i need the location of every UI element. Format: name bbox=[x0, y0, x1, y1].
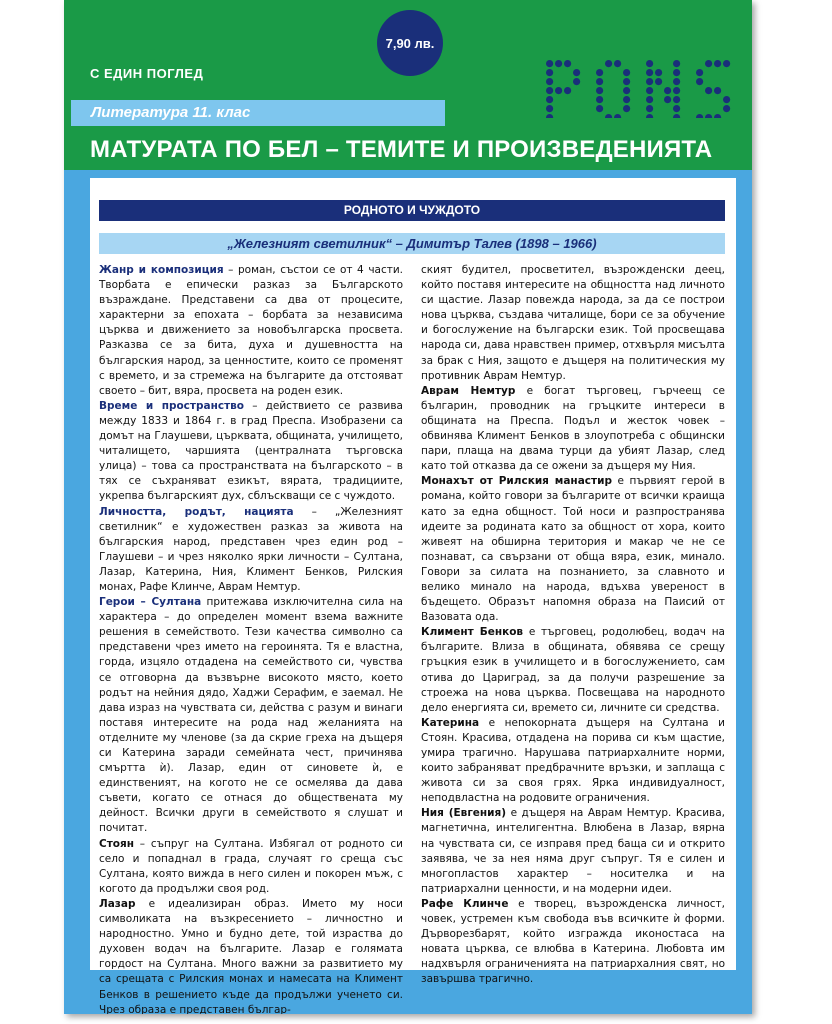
paragraph-text: ският будител, просветител, възрожденски деец, който поставя интересите на общността над личното си щастие. Лазар повежда народа, за да се построи нова църква, създава читалище, бори се за обучение и богослужение на български език. Той просвещава народа си, дава нравствен пример, отхвърля мисълта за брак с Ния, защото е дъщеря на политическия му противник Аврам Немтур. bbox=[421, 264, 725, 382]
logo-dot bbox=[546, 105, 553, 112]
paragraph bbox=[421, 384, 725, 475]
paragraph bbox=[99, 897, 403, 1014]
paragraph bbox=[99, 837, 403, 897]
paragraph bbox=[99, 263, 403, 399]
paragraph-text: е идеализиран образ. Името му носи символиката на възкресението – личностно и народностно. Умно и будно дете, той израства до духовен водач на българите. Лазар е голямата гордост на Султана. Много важни за развитието му са срещата с Рилския монах и намесата на Климент Бенков в решението къде да продължи ученето си. Чрез образа е представен българ- bbox=[99, 897, 403, 1014]
price-label: 7,90 лв. bbox=[385, 35, 435, 51]
paragraph-text: – „Железният светилник“ е художествен разказ за живота на българския народ, представен чрез един род – Глаушеви – и чрез няколко ярки личности – Султана, Лазар, Катерина, Ния, Климент Бенков, Рилския монах, Рафе Клинче, Аврам Немтур. bbox=[99, 505, 403, 593]
logo-dot bbox=[646, 87, 653, 94]
logo-dot bbox=[596, 87, 603, 94]
pons-logo bbox=[542, 56, 742, 118]
logo-dot bbox=[696, 114, 703, 118]
logo-dot bbox=[546, 114, 553, 118]
logo-dot bbox=[546, 78, 553, 85]
paragraph bbox=[421, 474, 725, 625]
paragraph bbox=[99, 505, 403, 596]
paragraph-term: Герои – Султана bbox=[99, 596, 202, 609]
section-heading: РОДНОТО И ЧУЖДОТО bbox=[99, 200, 725, 221]
logo-dot bbox=[646, 96, 653, 103]
paragraph-text: – съпруг на Султана. Избягал от родното си село и попаднал в града, случаят го среща със Султана, която вижда в него силен и покорен мъж, с когото да продължи своя род. bbox=[99, 837, 403, 895]
paragraph-term: Жанр и композиция bbox=[99, 264, 224, 276]
subject-label: Литература 11. клас bbox=[91, 104, 251, 121]
logo-dot bbox=[623, 69, 630, 76]
paragraph-term: Лазар bbox=[99, 897, 136, 910]
logo-dot bbox=[655, 69, 662, 76]
logo-dot bbox=[664, 87, 671, 94]
logo-dot bbox=[596, 105, 603, 112]
logo-dot bbox=[705, 114, 712, 118]
paragraph bbox=[421, 806, 725, 897]
paragraph-text: – действието се развива между 1833 и 1864 г. в град Преспа. Изобразени са домът на Глаушеви, църквата, общината, училището, читалището, чаршията (централната търговска улица) – това са пространствата на българското – в тях се съхраняват езикът, вярата, традициите, укрепва българският дух, сблъскващи се с чуждото. bbox=[99, 399, 403, 503]
paragraph-term: Рафе Клинче bbox=[421, 897, 509, 910]
logo-dot bbox=[646, 69, 653, 76]
subject-band bbox=[71, 100, 445, 126]
logo-dot bbox=[596, 96, 603, 103]
paragraph bbox=[421, 897, 725, 988]
paragraph bbox=[99, 595, 403, 837]
logo-dot bbox=[623, 105, 630, 112]
paragraph-term: Климент Бенков bbox=[421, 626, 524, 639]
paragraph bbox=[421, 263, 725, 384]
paragraph-term: Ния (Евгения) bbox=[421, 807, 507, 820]
paragraph-text: е богат търговец, гърчеещ се българин, проводник на гръцките интереси в общината на Преспа. Подъл и жесток човек – обвинява Климент Бенков в злоупотреба с общински пари, плаща на двама турци да убият Лазар, след като той отказва да се ожени за дъщеря му Ния. bbox=[421, 384, 725, 473]
logo-dot bbox=[623, 87, 630, 94]
logo-dot bbox=[623, 78, 630, 85]
logo-dot bbox=[555, 87, 562, 94]
logo-dot bbox=[655, 78, 662, 85]
logo-dot bbox=[673, 60, 680, 67]
paragraph-term: Време и пространство bbox=[99, 399, 245, 412]
paragraph-text: – роман, състои се от 4 части. Творбата е епически разказ за Българското възраждане. Представени са два от процесите, характерни за епохата – борбата за независима църква и движението за новобългарска просвета. Разказва се за бита, духа и душевността на българския народ, за ценностите, които се променят с времето, и за стремежа на българите да отстояват своето – бит, вяра, просвета на роден език. bbox=[99, 264, 404, 397]
logo-dot bbox=[605, 114, 612, 118]
logo-dot bbox=[723, 96, 730, 103]
paragraph-text: притежава изключителна сила на характера – до определен момент взема важните решения в семейството. Тези качества символно са представени чрез името на героинята. Тя е властна, горда, изцяло отдадена на семейството си, чувства се отговорна да възвърне високото място, което родът на нейния дядо, Хаджи Серафим, е заемал. Не дава израз на чувствата си, действа с разум и винаги поставя интересите на рода над желанията на отделните му членове (за да скрие греха на дъщеря си Катерина заради семейната чест, причинява смъртта ѝ). Лазар, един от синовете ѝ, е единственият, на когото не се осмелява да дава съвети, когато се отнася до обществената му дейност. Всички други в семейството я слушат и почитат. bbox=[99, 596, 403, 835]
logo-dot bbox=[714, 114, 721, 118]
logo-dot bbox=[573, 78, 580, 85]
logo-dot bbox=[596, 78, 603, 85]
logo-dot bbox=[646, 114, 653, 118]
paragraph-text: е непокорната дъщеря на Султана и Стоян. Красива, отдадена на порива си към щастие, умира трагично. Нарушава патриархалните норми, които забраняват предбрачните връзки, и заплаща с живота си за своя грях. Ярка индивидуалност, неподвластна на родовите ограничения. bbox=[421, 716, 725, 805]
logo-dot bbox=[646, 105, 653, 112]
paragraph bbox=[99, 399, 403, 505]
work-title: „Железният светилник“ – Димитър Талев (1898 – 1966) bbox=[99, 233, 725, 254]
logo-dot bbox=[696, 69, 703, 76]
logo-dot bbox=[673, 105, 680, 112]
logo-dot bbox=[573, 69, 580, 76]
price-badge bbox=[377, 10, 443, 76]
logo-dot bbox=[623, 96, 630, 103]
paragraph-text: е творец, възрожденска личност, човек, устремен към свобода във всичките ѝ форми. Дърворезбарят, който изгражда иконостаса на новата църква, се влюбва в Катерина. Любовта им надхвърля ограниченията на патриархалния свят, но завършва трагично. bbox=[421, 897, 725, 986]
paragraph-term: Монахът от Рилския манастир bbox=[421, 475, 612, 488]
logo-dot bbox=[555, 60, 562, 67]
paragraph-term: Аврам Немтур bbox=[421, 384, 516, 397]
logo-dot bbox=[605, 60, 612, 67]
logo-dot bbox=[664, 96, 671, 103]
main-title: МАТУРАТА ПО БЕЛ – ТЕМИТЕ И ПРОИЗВЕДЕНИЯТА bbox=[90, 136, 713, 163]
paragraph-term: Личността, родът, нацията bbox=[99, 505, 294, 518]
paragraph-text: е дъщеря на Аврам Немтур. Красива, магнетична, интелигентна. Влюбена в Лазар, вярна на чувствата си, се изправя пред баща си и открито заявява, че за нея няма друг съпруг. Тя е силен и многопластов характер – носителка и на патриархални ценности, и на модерни идеи. bbox=[421, 807, 725, 895]
logo-dot bbox=[673, 69, 680, 76]
logo-dot bbox=[564, 87, 571, 94]
logo-dot bbox=[546, 60, 553, 67]
logo-dot bbox=[673, 96, 680, 103]
logo-dot bbox=[705, 87, 712, 94]
left-column bbox=[99, 263, 403, 1014]
logo-dot bbox=[646, 78, 653, 85]
logo-dot bbox=[564, 60, 571, 67]
logo-dot bbox=[714, 60, 721, 67]
content-panel bbox=[90, 178, 736, 1014]
logo-dot bbox=[546, 69, 553, 76]
logo-dot bbox=[646, 60, 653, 67]
logo-dot bbox=[673, 87, 680, 94]
logo-dot bbox=[723, 60, 730, 67]
logo-dot bbox=[614, 60, 621, 67]
logo-dot bbox=[596, 69, 603, 76]
logo-dot bbox=[705, 60, 712, 67]
logo-dot bbox=[546, 96, 553, 103]
book-cover bbox=[64, 0, 752, 1014]
tagline: С ЕДИН ПОГЛЕД bbox=[90, 66, 204, 81]
logo-dot bbox=[714, 87, 721, 94]
logo-dot bbox=[673, 114, 680, 118]
logo-dot bbox=[723, 105, 730, 112]
logo-dot bbox=[546, 87, 553, 94]
right-column bbox=[421, 263, 725, 988]
logo-dot bbox=[696, 78, 703, 85]
paragraph-text: е търговец, родолюбец, водач на българите. Влиза в общината, обявява се срещу гръцкия език в училището и в богослужението, сам отива до Цариград, за да получи разрешение за строежа на нова църква. Посвещава на народното дело енергията си, времето си, личните си средства. bbox=[421, 626, 725, 714]
paragraph-text: е първият герой в романа, който говори за българите от всички краища като за една общност. Той носи и разпространява идеите за родината като за общност от хора, които живеят на обширна територия и макар че не се познават, са свързани от обща вяра, език, минало. Говори за силата на познанието, за славното и велико минало на народа, вдъхва увереност в бъдещето. Образът напомня образа на Паисий от Вазовата ода. bbox=[421, 475, 725, 624]
logo-dot bbox=[673, 78, 680, 85]
paragraph-term: Катерина bbox=[421, 716, 480, 729]
paragraph bbox=[421, 625, 725, 716]
logo-dot bbox=[614, 114, 621, 118]
paragraph bbox=[421, 716, 725, 807]
paragraph-term: Стоян bbox=[99, 837, 135, 850]
